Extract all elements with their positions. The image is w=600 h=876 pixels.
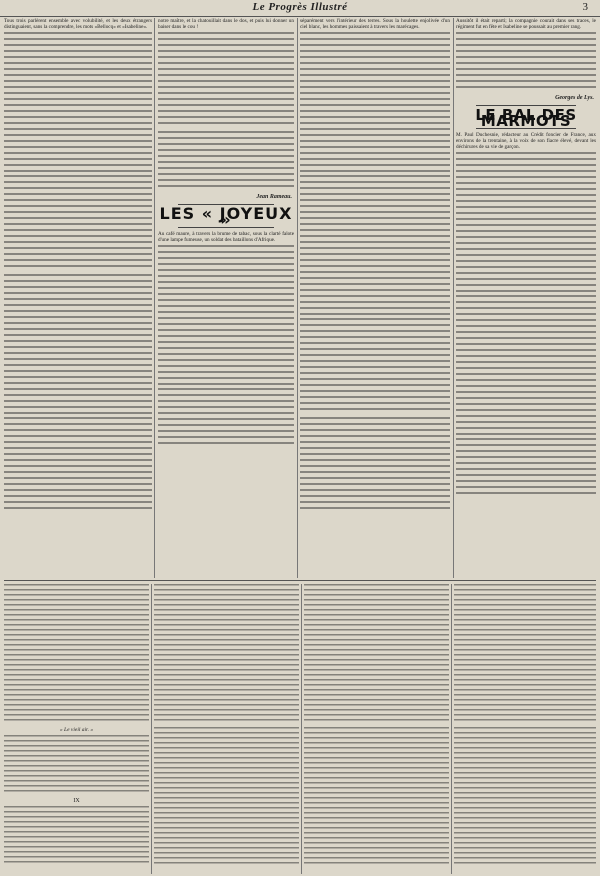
headline-joyeux: LES « JOYEUX » (159, 204, 293, 230)
marmots-intro: M. Paul Duchesnie, rédacteur au Crédit foncier de France, aux environs de la trentaine, à la voix de son fiacre élevé, devant les déchirures de sa vie de garçon. (456, 132, 596, 151)
text-block (300, 417, 450, 513)
text-block (158, 32, 294, 128)
text-block (456, 295, 596, 435)
text-block (158, 131, 294, 191)
text-block (4, 806, 149, 866)
text-block (456, 32, 596, 92)
column-divider (301, 584, 302, 874)
column-divider (297, 18, 298, 578)
column-1-opening: Tous trois parlèrent ensemble avec volubilité, et les deux étrangers distinguaient, sans la comprendre, les mots «Bellocq» et «Isabeline». (4, 18, 152, 30)
lower-column-3 (304, 584, 449, 874)
text-block (158, 245, 294, 385)
column-2-opening: notre maître, et la chatouillait dans le dos, et puis lui donner un baiser dans le cou ! (158, 18, 294, 30)
column-1 (4, 18, 152, 578)
text-block (4, 274, 152, 414)
author-signature: Georges de Lys. (555, 95, 594, 101)
feuilleton-divider (4, 580, 596, 581)
chapter-numeral: IX (73, 798, 80, 804)
text-block (300, 175, 450, 315)
column-divider (453, 18, 454, 578)
text-block (158, 388, 294, 448)
text-block (456, 438, 596, 498)
text-block (4, 32, 152, 172)
author-signature: Jean Rameau. (256, 194, 292, 200)
lower-column-1 (4, 584, 149, 874)
text-block (300, 318, 450, 414)
text-block (4, 175, 152, 271)
column-3 (300, 18, 450, 578)
text-block (456, 152, 596, 292)
text-block (304, 727, 449, 867)
text-block (4, 735, 149, 795)
vieux-air-line: « Le vieil air. » (59, 727, 94, 733)
page-number: 3 (582, 1, 588, 13)
column-divider (151, 584, 152, 874)
page-header (0, 0, 600, 17)
text-block (4, 584, 149, 724)
column-4 (456, 18, 596, 578)
joyeux-intro: Au café maure, à travers la brume de tabac, sous la clarté falote d'une lampe fumeuse, un soldat des bataillons d'Afrique. (158, 231, 294, 244)
column-divider (451, 584, 452, 874)
lower-column-4 (454, 584, 596, 874)
text-block (454, 584, 596, 724)
text-block (454, 727, 596, 867)
column-4-opening: Aussitôt il était reparti; la compagnie courait dans ses traces, le régiment fut en fête et Isabeline se poussait au premier rang. (456, 18, 596, 30)
column-3-opening: séparément vers l'intérieur des terres. Sous la houlette enjolivée d'un ciel blanc, les hommes paissaient à travers les marécages. (300, 18, 450, 30)
column-2 (158, 18, 294, 578)
text-block (154, 727, 299, 867)
headline-marmots: LE BAL DES MARMOTS (475, 106, 577, 131)
lower-column-2 (154, 584, 299, 874)
text-block (4, 417, 152, 513)
text-block (154, 584, 299, 724)
text-block (300, 32, 450, 172)
journal-title: Le Progrès Illustré (252, 1, 348, 13)
text-block (304, 584, 449, 724)
column-divider (154, 18, 155, 578)
